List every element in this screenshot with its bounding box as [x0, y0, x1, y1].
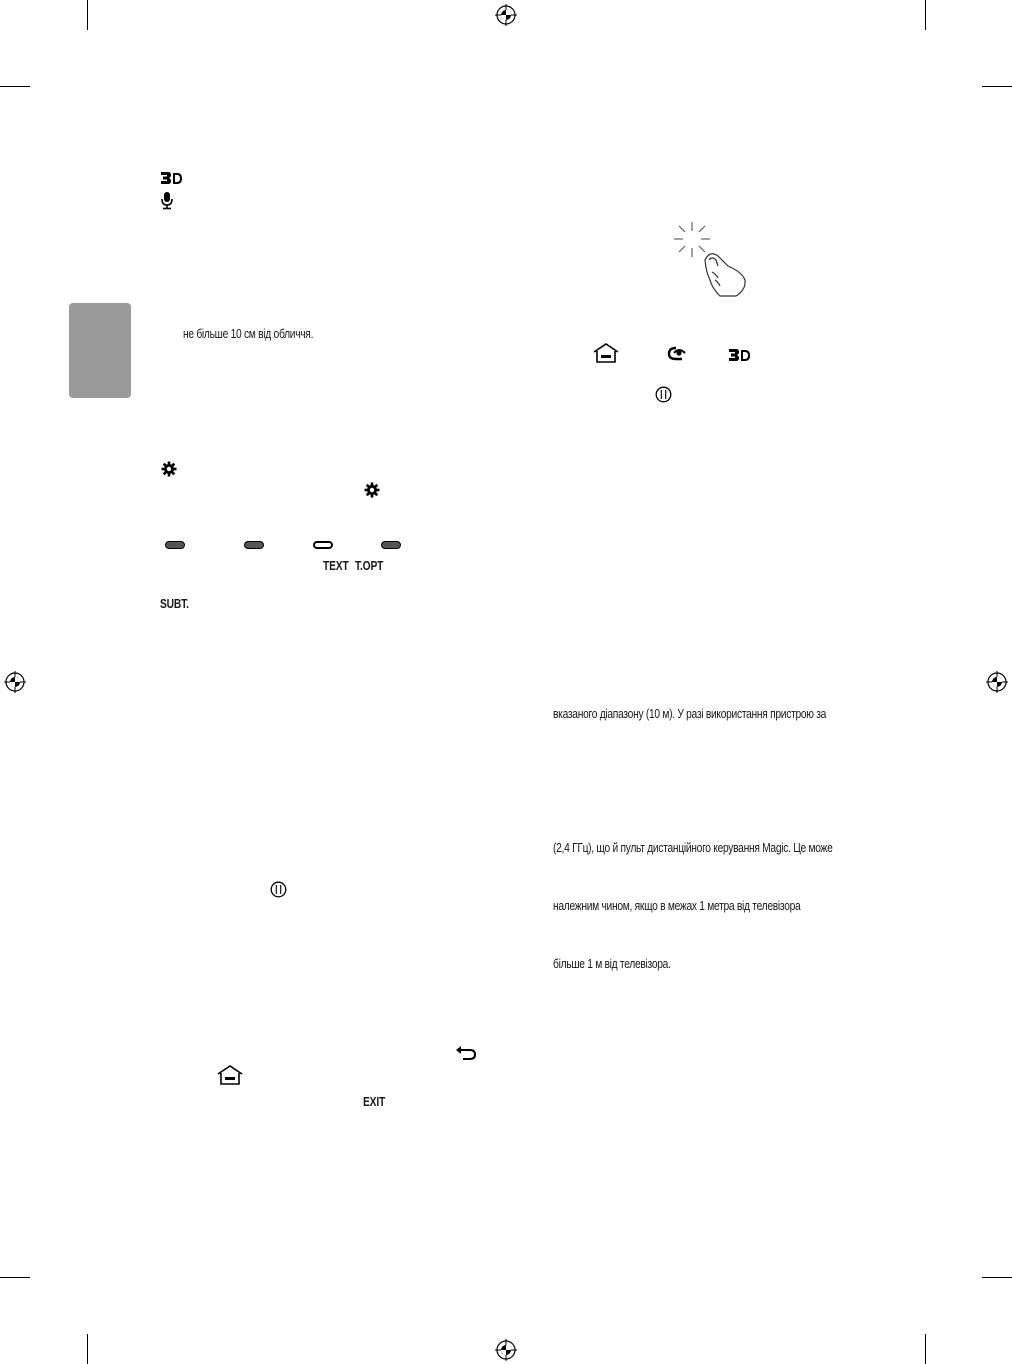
crop-mark: [982, 86, 1012, 87]
home-icon: [593, 343, 619, 363]
gear-icon: [364, 482, 380, 498]
3d-icon: [160, 170, 184, 186]
microphone-icon: [160, 192, 174, 210]
crop-mark: [0, 86, 30, 87]
power-icon: [270, 881, 287, 898]
color-button-icon: [381, 541, 401, 549]
crop-mark: [925, 1334, 926, 1364]
color-button-icon: [165, 541, 185, 549]
gear-icon: [161, 461, 177, 477]
registration-mark-icon: [495, 4, 517, 26]
subt-button-label: SUBT.: [160, 597, 189, 611]
registration-mark-icon: [495, 1339, 517, 1361]
crop-mark: [982, 1277, 1012, 1278]
eye-icon: [667, 346, 687, 361]
topt-button-label: T.OPT: [355, 559, 384, 573]
text-frequency: (2,4 ГГц), що й пульт дистанційного керування Magic. Це може: [553, 841, 833, 855]
color-button-icon: [313, 541, 333, 549]
hand-press-icon: [672, 220, 748, 298]
text-button-label: TEXT: [323, 559, 349, 573]
text-range: вказаного діапазону (10 м). У разі використання пристрою за: [553, 707, 827, 721]
registration-mark-icon: [986, 671, 1008, 693]
crop-mark: [87, 1334, 88, 1364]
crop-mark: [87, 0, 88, 30]
text-distance: більше 1 м від телевізора.: [553, 957, 671, 971]
power-icon: [655, 386, 672, 403]
3d-icon: [728, 347, 752, 363]
registration-mark-icon: [4, 671, 26, 693]
crop-mark: [925, 0, 926, 30]
back-icon: [455, 1045, 477, 1061]
home-icon: [217, 1065, 243, 1085]
text-proper-operation: належним чином, якщо в межах 1 метра від телевізора: [553, 899, 801, 913]
crop-mark: [0, 1277, 30, 1278]
exit-button-label: EXIT: [363, 1095, 386, 1109]
text-face-distance: не більше 10 см від обличчя.: [183, 327, 314, 341]
section-tab: [69, 303, 131, 398]
color-button-icon: [244, 541, 264, 549]
